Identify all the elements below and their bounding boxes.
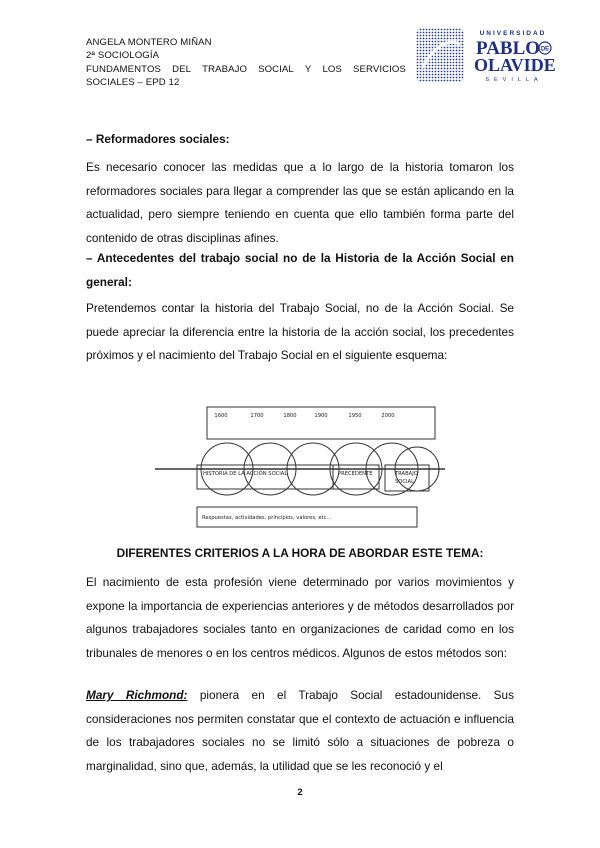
diagram-year-label: 1700 xyxy=(250,413,264,419)
university-logo xyxy=(416,28,561,82)
diagram-year-label: 1600 xyxy=(214,413,228,419)
diagram-years-box xyxy=(207,407,435,439)
diagram-precedent-label: PRECEDENTE xyxy=(338,471,373,477)
header-subject-word: FUNDAMENTOS xyxy=(86,63,162,75)
paragraph-richmond xyxy=(86,684,514,778)
diagram-year-label: 1800 xyxy=(283,413,297,419)
page-number: 2 xyxy=(297,787,303,798)
header-subject-word: SERVICIOS xyxy=(353,63,406,75)
header-subject-word: SOCIAL xyxy=(258,63,294,75)
richmond-text: pionera en el Trabajo Social estadounidense. Sus consideraciones nos permiten constatar que el contexto de actuación e influencia de los trabajadores sociales no se limitó sólo a situaciones de pobreza o marginalidad, sino que, además, la utilidad que se les reconoció y el xyxy=(86,688,514,773)
paragraph-reformers: Es necesario conocer las medidas que a lo largo de la historia tomaron los reformadores sociales para llegar a comprender las que se están aplicando en la actualidad, pero siempre teniendo en cuenta que ello también forma parte del contenido de otras disciplinas afines. xyxy=(86,160,514,245)
page-header xyxy=(86,36,406,90)
header-subject-line1 xyxy=(86,63,406,76)
diagram-year-label: 1950 xyxy=(348,413,362,419)
header-subject-line2: SOCIALES – EPD 12 xyxy=(86,77,180,89)
diagram-responses-label: Respuestas, actividades, principios, valores, etc... xyxy=(202,515,332,521)
header-author: ANGELA MONTERO MIÑAN xyxy=(86,37,212,48)
logo-university-text: UNIVERSIDAD xyxy=(479,30,547,37)
richmond-name: Mary Richmond: xyxy=(86,688,188,702)
logo-name-1: PABLO xyxy=(476,38,541,59)
logo-name-2: OLAVIDE xyxy=(474,55,556,75)
section-heading-criteria: DIFERENTES CRITERIOS A LA HORA DE ABORDAR ESTE TEMA: xyxy=(116,546,484,560)
diagram-work-label-1: TRABAJO xyxy=(395,471,418,477)
diagram-year-label: 2000 xyxy=(381,413,395,419)
paragraph-antecedents: Pretendemos contar la historia del Trabajo Social, no de la Acción Social. Se puede apreciar la diferencia entre la historia de la acción social, los precedentes próximos y el nacimiento del Trabajo Social en el siguiente esquema: xyxy=(86,301,514,363)
logo-city-text: SEVILLA xyxy=(485,77,543,82)
logo-emblem xyxy=(416,28,464,82)
diagram-year-label: 1900 xyxy=(314,413,328,419)
history-diagram xyxy=(155,403,445,533)
section-heading-antecedents: – Antecedentes del trabajo social no de la Historia de la Acción Social en general: xyxy=(86,251,514,289)
logo-de-text: DE xyxy=(540,46,550,53)
header-course: 2ª SOCIOLOGÍA xyxy=(86,50,160,62)
header-subject-word: Y xyxy=(304,63,312,75)
diagram-work-label-2: SOCIAL xyxy=(395,479,414,485)
diagram-history-label: HISTORIA DE LA ACCIÓN SOCIAL xyxy=(203,471,288,477)
paragraph-criteria: El nacimiento de esta profesión viene determinado por varios movimientos y expone la importancia de experiencias anteriores y de métodos desarrollados por algunos trabajadores sociales tanto en organizaciones de caridad como en los tribunales de menores o en los centros médicos. Algunos de estos métodos son: xyxy=(86,575,514,660)
section-heading-reformers: – Reformadores sociales: xyxy=(86,132,230,146)
header-subject-word: DEL xyxy=(172,63,192,75)
header-subject-word: TRABAJO xyxy=(202,63,248,75)
header-subject-word: LOS xyxy=(322,63,342,75)
